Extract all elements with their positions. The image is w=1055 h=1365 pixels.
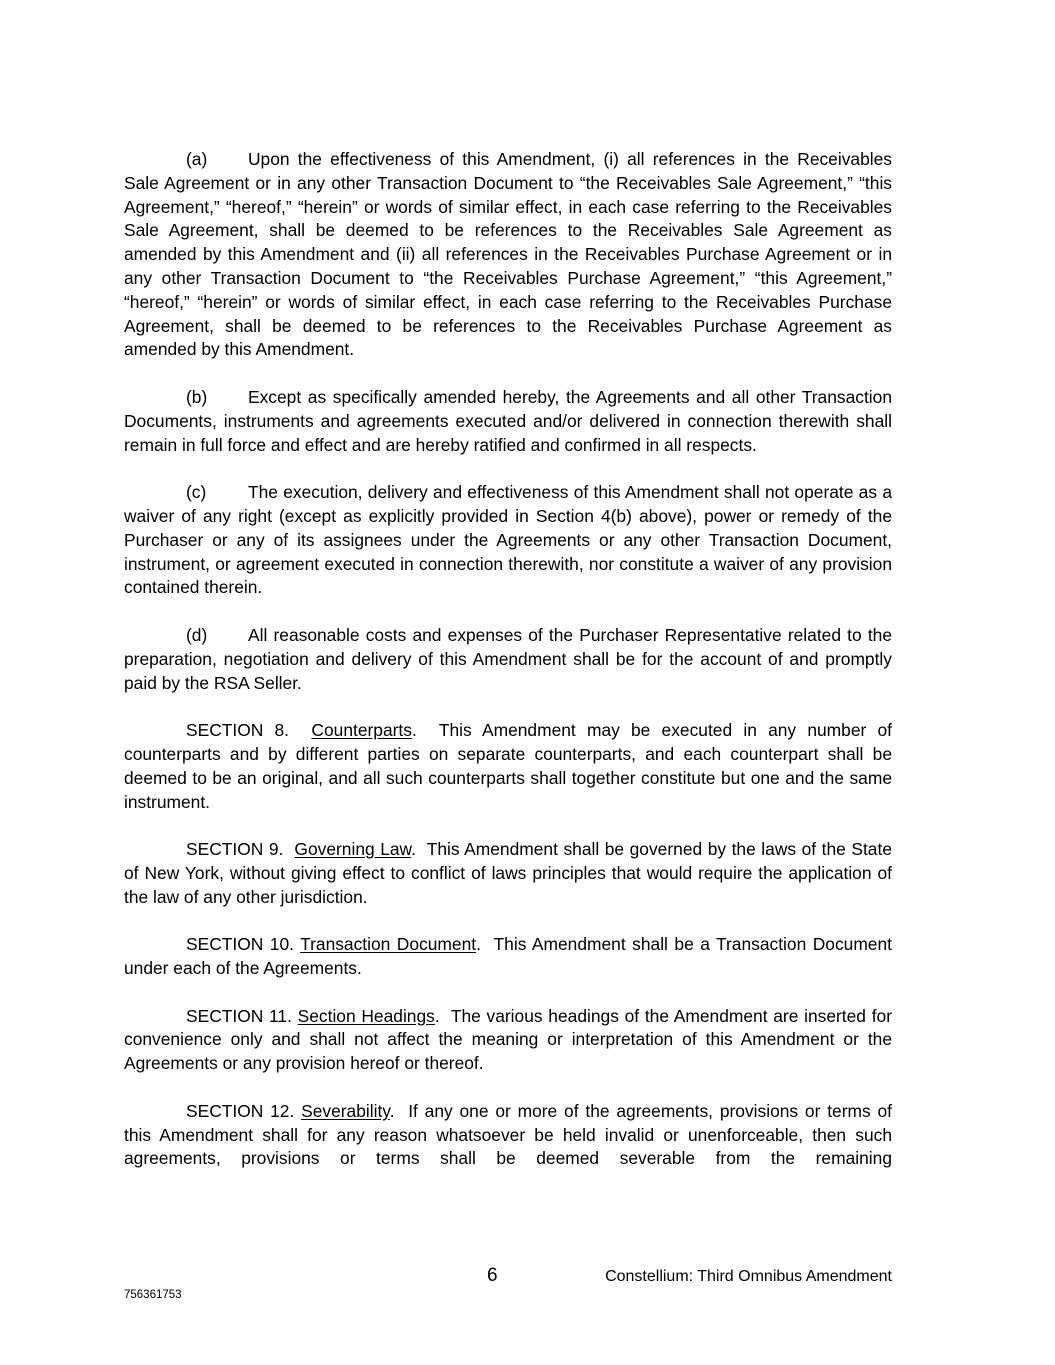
- section-11-number: SECTION 11.: [186, 1005, 292, 1026]
- section-9-text: This Amendment shall be governed by the laws of the State of New York, without giving effect to conflict of laws principles that would require the application of the law of any other jurisdiction.: [124, 839, 892, 907]
- section-10-text: This Amendment shall be a Transaction Document under each of the Agreements.: [124, 934, 892, 979]
- section-11-text: The various headings of the Amendment are inserted for convenience only and shall not affect the meaning or interpretation of this Amendment or the Agreements or any provision hereof or thereof.: [124, 1005, 892, 1074]
- document-id: 756361753: [124, 1289, 182, 1301]
- section-10-number: SECTION 10.: [186, 934, 294, 955]
- paragraph-a-label: (a): [186, 149, 208, 169]
- section-9-heading: Governing Law: [294, 839, 412, 860]
- section-9: SECTION 9. Governing Law. This Amendment shall be governed by the laws of the State of New York, without giving effect to conflict of laws principles that would require the application of the law of any other jurisdiction.: [124, 839, 892, 907]
- paragraph-d-text: All reasonable costs and expenses of the Purchaser Representative related to the preparation, negotiation and delivery of this Amendment shall be for the account of and promptly paid by the RSA Seller.: [124, 624, 892, 693]
- section-12-heading: Severability: [301, 1100, 390, 1121]
- paragraph-a: [124, 148, 892, 362]
- paragraph-c: [124, 481, 892, 600]
- paragraph-b-label: (b): [186, 386, 208, 407]
- paragraph-b: [124, 386, 892, 457]
- paragraph-c-label: (c): [186, 482, 207, 503]
- document-body: [124, 148, 892, 1195]
- paragraph-a-text: Upon the effectiveness of this Amendment, (i) all references in the Receivables Sale Agreement or in any other Transaction Document to “the Receivables Sale Agreement,” “this Agreement,” “hereof,” “herein” or words of similar effect, in each case referring to the Receivables Sale Agreement, shall be deemed to be references to the Receivables Sale Agreement as amended by this Amendment and (ii) all references in the Receivables Purchase Agreement or in any other Transaction Document to “the Receivables Purchase Agreement,” “this Agreement,” “hereof,” “herein” or words of similar effect, in each case referring to the Receivables Purchase Agreement, shall be deemed to be references to the Receivables Purchase Agreement as amended by this Amendment.: [124, 149, 892, 360]
- section-9-number: SECTION 9.: [186, 839, 284, 860]
- paragraph-d-label: (d): [186, 624, 208, 645]
- paragraph-b-text: Except as specifically amended hereby, the Agreements and all other Transaction Documents, instruments and agreements executed and/or delivered in connection therewith shall remain in full force and effect and are hereby ratified and confirmed in all respects.: [124, 386, 892, 455]
- paragraph-c-text: The execution, delivery and effectiveness of this Amendment shall not operate as a waiver of any right (except as explicitly provided in Section 4(b) above), power or remedy of the Purchaser or any of its assignees under the Agreements or any other Transaction Document, instrument, or agreement executed in connection therewith, nor constitute a waiver of any provision contained therein.: [124, 482, 892, 598]
- section-10-heading: Transaction Document: [300, 934, 477, 955]
- section-8-text: This Amendment may be executed in any number of counterparts and by different parties on separate counterparts, and each counterpart shall be deemed to be an original, and all such counterparts shall together constitute but one and the same instrument.: [124, 720, 892, 812]
- section-10: SECTION 10. Transaction Document. This Amendment shall be a Transaction Document under each of the Agreements.: [124, 934, 892, 979]
- page-number: 6: [487, 1265, 498, 1286]
- section-12-text: If any one or more of the agreements, provisions or terms of this Amendment shall for any reason whatsoever be held invalid or unenforceable, then such agreements, provisions or terms shall be deemed severable from the remaining: [124, 1100, 892, 1169]
- section-11-heading: Section Headings: [297, 1005, 435, 1026]
- section-8-heading: Counterparts: [311, 720, 412, 741]
- section-12-number: SECTION 12.: [186, 1100, 295, 1121]
- section-8-number: SECTION 8.: [186, 720, 290, 741]
- section-8: SECTION 8. Counterparts. This Amendment may be executed in any number of counterparts and by different parties on separate counterparts, and each counterpart shall be deemed to be an original, and all such counterparts shall together constitute but one and the same instrument.: [124, 720, 892, 812]
- section-12: SECTION 12. Severability. If any one or more of the agreements, provisions or terms of this Amendment shall for any reason whatsoever be held invalid or unenforceable, then such agreements, provisions or terms shall be deemed severable from the remaining: [124, 1100, 892, 1169]
- section-11: SECTION 11. Section Headings. The various headings of the Amendment are inserted for convenience only and shall not affect the meaning or interpretation of this Amendment or the Agreements or any provision hereof or thereof.: [124, 1005, 892, 1074]
- footer-title: Constellium: Third Omnibus Amendment: [605, 1268, 892, 1285]
- paragraph-d: [124, 624, 892, 695]
